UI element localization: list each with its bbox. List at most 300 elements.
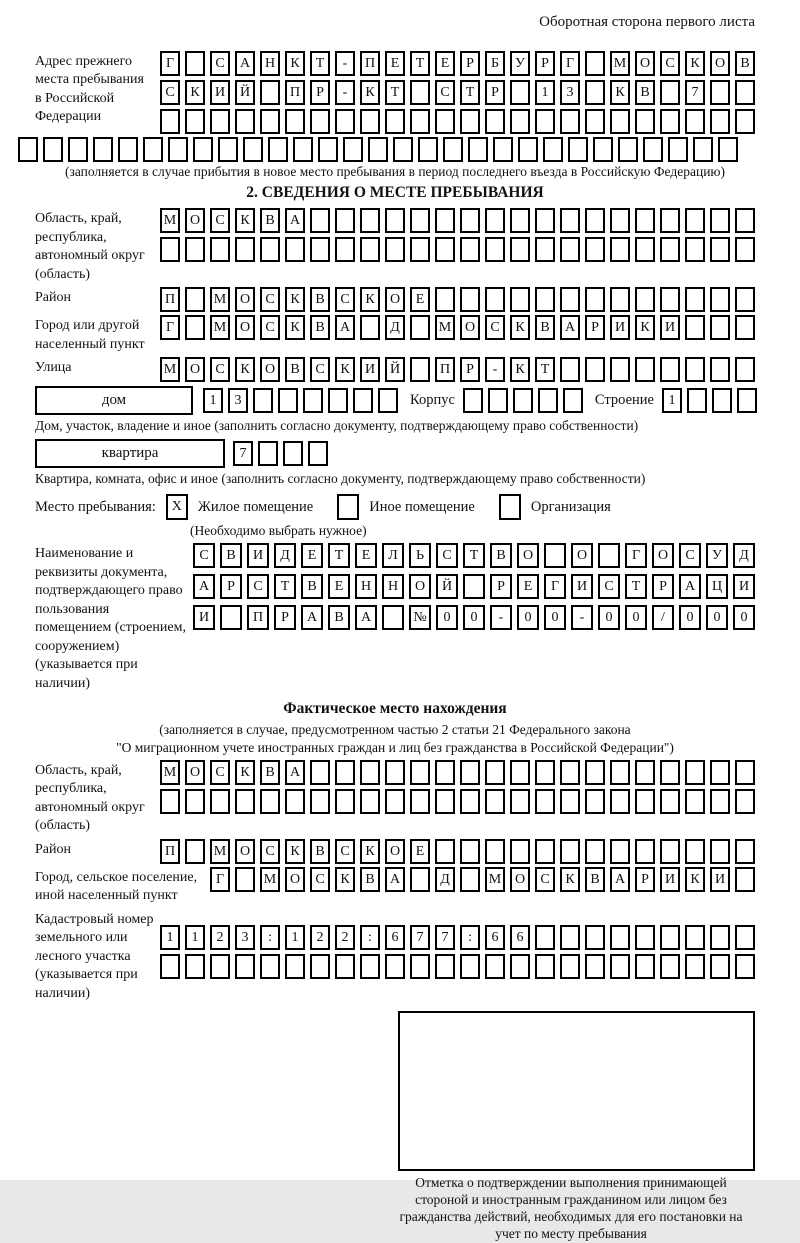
char-cell[interactable] bbox=[685, 789, 705, 814]
char-cell[interactable] bbox=[310, 789, 330, 814]
city-cells-row[interactable] bbox=[160, 315, 755, 340]
document-cells-row-1[interactable] bbox=[193, 543, 755, 568]
char-cell[interactable] bbox=[685, 925, 705, 950]
char-cell[interactable] bbox=[710, 80, 730, 105]
char-cell[interactable]: 3 bbox=[228, 388, 248, 413]
char-cell[interactable] bbox=[335, 789, 355, 814]
char-cell[interactable]: А bbox=[355, 605, 377, 630]
char-cell[interactable] bbox=[185, 315, 205, 340]
char-cell[interactable] bbox=[260, 237, 280, 262]
char-cell[interactable]: Д bbox=[733, 543, 755, 568]
actual-city-cells-row[interactable] bbox=[210, 867, 755, 892]
char-cell[interactable] bbox=[210, 789, 230, 814]
char-cell[interactable]: - bbox=[485, 357, 505, 382]
char-cell[interactable] bbox=[535, 208, 555, 233]
char-cell[interactable]: С bbox=[210, 760, 230, 785]
char-cell[interactable]: К bbox=[335, 867, 355, 892]
char-cell[interactable] bbox=[710, 315, 730, 340]
char-cell[interactable]: О bbox=[385, 287, 405, 312]
char-cell[interactable] bbox=[535, 954, 555, 979]
char-cell[interactable]: У bbox=[706, 543, 728, 568]
char-cell[interactable]: Р bbox=[460, 357, 480, 382]
char-cell[interactable] bbox=[260, 109, 280, 134]
char-cell[interactable]: К bbox=[360, 80, 380, 105]
char-cell[interactable]: И bbox=[360, 357, 380, 382]
char-cell[interactable]: 1 bbox=[160, 925, 180, 950]
char-cell[interactable] bbox=[610, 789, 630, 814]
char-cell[interactable]: С bbox=[436, 543, 458, 568]
char-cell[interactable]: И bbox=[733, 574, 755, 599]
char-cell[interactable] bbox=[303, 388, 323, 413]
char-cell[interactable]: О bbox=[409, 574, 431, 599]
char-cell[interactable] bbox=[410, 357, 430, 382]
char-cell[interactable] bbox=[510, 237, 530, 262]
char-cell[interactable]: 6 bbox=[485, 925, 505, 950]
char-cell[interactable]: П bbox=[360, 51, 380, 76]
char-cell[interactable]: 2 bbox=[335, 925, 355, 950]
char-cell[interactable] bbox=[510, 80, 530, 105]
char-cell[interactable] bbox=[185, 237, 205, 262]
char-cell[interactable] bbox=[385, 109, 405, 134]
char-cell[interactable] bbox=[710, 357, 730, 382]
char-cell[interactable] bbox=[685, 760, 705, 785]
char-cell[interactable]: Е bbox=[410, 287, 430, 312]
char-cell[interactable]: М bbox=[485, 867, 505, 892]
char-cell[interactable] bbox=[435, 208, 455, 233]
char-cell[interactable]: К bbox=[285, 287, 305, 312]
char-cell[interactable]: М bbox=[160, 208, 180, 233]
char-cell[interactable]: К bbox=[560, 867, 580, 892]
char-cell[interactable] bbox=[535, 237, 555, 262]
char-cell[interactable] bbox=[360, 208, 380, 233]
char-cell[interactable]: Т bbox=[410, 51, 430, 76]
char-cell[interactable] bbox=[585, 51, 605, 76]
char-cell[interactable]: Е bbox=[385, 51, 405, 76]
char-cell[interactable]: 7 bbox=[233, 441, 253, 466]
char-cell[interactable] bbox=[635, 237, 655, 262]
document-cells-row-3[interactable] bbox=[193, 605, 755, 630]
char-cell[interactable]: В bbox=[328, 605, 350, 630]
char-cell[interactable] bbox=[193, 137, 213, 162]
char-cell[interactable] bbox=[610, 954, 630, 979]
char-cell[interactable]: В bbox=[635, 80, 655, 105]
char-cell[interactable] bbox=[735, 287, 755, 312]
char-cell[interactable] bbox=[560, 760, 580, 785]
char-cell[interactable] bbox=[410, 867, 430, 892]
char-cell[interactable] bbox=[610, 925, 630, 950]
char-cell[interactable] bbox=[382, 605, 404, 630]
char-cell[interactable]: В bbox=[260, 760, 280, 785]
char-cell[interactable] bbox=[235, 109, 255, 134]
char-cell[interactable] bbox=[260, 789, 280, 814]
char-cell[interactable] bbox=[360, 237, 380, 262]
char-cell[interactable] bbox=[710, 208, 730, 233]
char-cell[interactable] bbox=[43, 137, 63, 162]
char-cell[interactable]: Ь bbox=[409, 543, 431, 568]
char-cell[interactable] bbox=[560, 839, 580, 864]
char-cell[interactable] bbox=[660, 237, 680, 262]
char-cell[interactable]: 0 bbox=[463, 605, 485, 630]
char-cell[interactable]: К bbox=[635, 315, 655, 340]
char-cell[interactable]: 3 bbox=[235, 925, 255, 950]
char-cell[interactable] bbox=[735, 315, 755, 340]
char-cell[interactable]: 7 bbox=[410, 925, 430, 950]
char-cell[interactable] bbox=[635, 839, 655, 864]
char-cell[interactable] bbox=[660, 760, 680, 785]
char-cell[interactable] bbox=[560, 954, 580, 979]
char-cell[interactable]: К bbox=[285, 315, 305, 340]
char-cell[interactable] bbox=[485, 954, 505, 979]
char-cell[interactable] bbox=[283, 441, 303, 466]
char-cell[interactable]: Р bbox=[485, 80, 505, 105]
char-cell[interactable]: 1 bbox=[203, 388, 223, 413]
char-cell[interactable] bbox=[310, 760, 330, 785]
checkbox-residential[interactable]: X bbox=[166, 494, 188, 520]
house-cells[interactable] bbox=[203, 388, 398, 413]
char-cell[interactable] bbox=[710, 954, 730, 979]
char-cell[interactable]: 2 bbox=[210, 925, 230, 950]
char-cell[interactable] bbox=[460, 789, 480, 814]
char-cell[interactable] bbox=[735, 357, 755, 382]
char-cell[interactable] bbox=[260, 954, 280, 979]
char-cell[interactable] bbox=[635, 109, 655, 134]
korpus-cells[interactable] bbox=[463, 388, 583, 413]
char-cell[interactable] bbox=[218, 137, 238, 162]
char-cell[interactable] bbox=[278, 388, 298, 413]
char-cell[interactable] bbox=[538, 388, 558, 413]
char-cell[interactable]: О bbox=[460, 315, 480, 340]
char-cell[interactable]: О bbox=[652, 543, 674, 568]
char-cell[interactable] bbox=[185, 109, 205, 134]
char-cell[interactable]: О bbox=[710, 51, 730, 76]
char-cell[interactable]: И bbox=[193, 605, 215, 630]
char-cell[interactable] bbox=[660, 287, 680, 312]
char-cell[interactable]: Й bbox=[235, 80, 255, 105]
char-cell[interactable]: 1 bbox=[535, 80, 555, 105]
char-cell[interactable] bbox=[243, 137, 263, 162]
char-cell[interactable] bbox=[685, 954, 705, 979]
char-cell[interactable] bbox=[360, 109, 380, 134]
char-cell[interactable]: И bbox=[210, 80, 230, 105]
char-cell[interactable]: : bbox=[460, 925, 480, 950]
char-cell[interactable]: С bbox=[210, 357, 230, 382]
char-cell[interactable] bbox=[160, 109, 180, 134]
char-cell[interactable]: А bbox=[193, 574, 215, 599]
char-cell[interactable] bbox=[268, 137, 288, 162]
char-cell[interactable] bbox=[560, 357, 580, 382]
char-cell[interactable]: В bbox=[490, 543, 512, 568]
char-cell[interactable] bbox=[260, 80, 280, 105]
char-cell[interactable]: 3 bbox=[560, 80, 580, 105]
char-cell[interactable]: Р bbox=[490, 574, 512, 599]
char-cell[interactable]: Д bbox=[385, 315, 405, 340]
char-cell[interactable] bbox=[485, 789, 505, 814]
char-cell[interactable] bbox=[610, 109, 630, 134]
char-cell[interactable] bbox=[535, 839, 555, 864]
char-cell[interactable] bbox=[718, 137, 738, 162]
char-cell[interactable]: К bbox=[510, 315, 530, 340]
char-cell[interactable] bbox=[668, 137, 688, 162]
char-cell[interactable] bbox=[410, 760, 430, 785]
char-cell[interactable]: С bbox=[260, 315, 280, 340]
char-cell[interactable]: С bbox=[660, 51, 680, 76]
char-cell[interactable]: О bbox=[235, 315, 255, 340]
char-cell[interactable]: Й bbox=[385, 357, 405, 382]
char-cell[interactable] bbox=[585, 357, 605, 382]
char-cell[interactable]: 1 bbox=[285, 925, 305, 950]
char-cell[interactable] bbox=[310, 954, 330, 979]
char-cell[interactable]: А bbox=[679, 574, 701, 599]
char-cell[interactable]: Р bbox=[535, 51, 555, 76]
char-cell[interactable] bbox=[610, 287, 630, 312]
stroenie-cells[interactable] bbox=[662, 388, 757, 413]
char-cell[interactable]: А bbox=[610, 867, 630, 892]
char-cell[interactable] bbox=[735, 789, 755, 814]
char-cell[interactable] bbox=[510, 287, 530, 312]
char-cell[interactable] bbox=[510, 208, 530, 233]
char-cell[interactable] bbox=[685, 208, 705, 233]
char-cell[interactable] bbox=[635, 954, 655, 979]
char-cell[interactable]: С bbox=[247, 574, 269, 599]
char-cell[interactable]: В bbox=[220, 543, 242, 568]
char-cell[interactable]: Г bbox=[210, 867, 230, 892]
char-cell[interactable] bbox=[510, 789, 530, 814]
char-cell[interactable]: Д bbox=[274, 543, 296, 568]
char-cell[interactable] bbox=[460, 208, 480, 233]
char-cell[interactable]: Т bbox=[463, 543, 485, 568]
char-cell[interactable]: И bbox=[660, 315, 680, 340]
char-cell[interactable] bbox=[485, 237, 505, 262]
prev-address-cells-row-3[interactable] bbox=[160, 109, 755, 134]
char-cell[interactable]: 2 bbox=[310, 925, 330, 950]
char-cell[interactable] bbox=[418, 137, 438, 162]
char-cell[interactable]: Р bbox=[460, 51, 480, 76]
char-cell[interactable] bbox=[735, 109, 755, 134]
char-cell[interactable]: Р bbox=[310, 80, 330, 105]
char-cell[interactable] bbox=[544, 543, 566, 568]
char-cell[interactable]: О bbox=[635, 51, 655, 76]
char-cell[interactable] bbox=[598, 543, 620, 568]
char-cell[interactable] bbox=[643, 137, 663, 162]
char-cell[interactable]: О bbox=[235, 287, 255, 312]
char-cell[interactable]: Т bbox=[328, 543, 350, 568]
char-cell[interactable]: К bbox=[235, 208, 255, 233]
char-cell[interactable]: С bbox=[335, 287, 355, 312]
char-cell[interactable]: Р bbox=[652, 574, 674, 599]
char-cell[interactable]: М bbox=[210, 839, 230, 864]
char-cell[interactable]: О bbox=[260, 357, 280, 382]
char-cell[interactable] bbox=[710, 925, 730, 950]
char-cell[interactable]: С bbox=[335, 839, 355, 864]
char-cell[interactable] bbox=[510, 760, 530, 785]
char-cell[interactable]: С bbox=[210, 208, 230, 233]
char-cell[interactable] bbox=[735, 925, 755, 950]
char-cell[interactable]: К bbox=[685, 51, 705, 76]
char-cell[interactable]: / bbox=[652, 605, 674, 630]
char-cell[interactable]: Р bbox=[585, 315, 605, 340]
char-cell[interactable]: Е bbox=[410, 839, 430, 864]
char-cell[interactable]: М bbox=[435, 315, 455, 340]
char-cell[interactable] bbox=[485, 760, 505, 785]
char-cell[interactable] bbox=[488, 388, 508, 413]
char-cell[interactable]: С bbox=[435, 80, 455, 105]
char-cell[interactable] bbox=[385, 760, 405, 785]
region-cells-row-2[interactable] bbox=[160, 237, 755, 262]
char-cell[interactable] bbox=[460, 867, 480, 892]
char-cell[interactable] bbox=[735, 237, 755, 262]
char-cell[interactable]: О bbox=[571, 543, 593, 568]
char-cell[interactable] bbox=[435, 839, 455, 864]
char-cell[interactable]: М bbox=[610, 51, 630, 76]
actual-region-cells-row-2[interactable] bbox=[160, 789, 755, 814]
char-cell[interactable] bbox=[485, 287, 505, 312]
char-cell[interactable] bbox=[258, 441, 278, 466]
char-cell[interactable] bbox=[353, 388, 373, 413]
char-cell[interactable] bbox=[610, 237, 630, 262]
char-cell[interactable] bbox=[560, 287, 580, 312]
char-cell[interactable]: : bbox=[360, 925, 380, 950]
char-cell[interactable]: А bbox=[560, 315, 580, 340]
char-cell[interactable]: 0 bbox=[544, 605, 566, 630]
prev-address-cells-row-2[interactable] bbox=[160, 80, 755, 105]
char-cell[interactable]: С bbox=[193, 543, 215, 568]
char-cell[interactable]: А bbox=[235, 51, 255, 76]
char-cell[interactable]: Е bbox=[328, 574, 350, 599]
char-cell[interactable]: 0 bbox=[517, 605, 539, 630]
district-cells-row[interactable] bbox=[160, 287, 755, 312]
char-cell[interactable] bbox=[610, 760, 630, 785]
char-cell[interactable] bbox=[360, 315, 380, 340]
char-cell[interactable] bbox=[463, 574, 485, 599]
char-cell[interactable]: У bbox=[510, 51, 530, 76]
char-cell[interactable] bbox=[210, 237, 230, 262]
char-cell[interactable]: 6 bbox=[510, 925, 530, 950]
char-cell[interactable]: Г bbox=[544, 574, 566, 599]
char-cell[interactable]: Г bbox=[625, 543, 647, 568]
char-cell[interactable] bbox=[585, 925, 605, 950]
char-cell[interactable] bbox=[385, 954, 405, 979]
char-cell[interactable]: В bbox=[285, 357, 305, 382]
char-cell[interactable] bbox=[635, 925, 655, 950]
char-cell[interactable] bbox=[635, 287, 655, 312]
checkbox-organization[interactable] bbox=[499, 494, 521, 520]
char-cell[interactable] bbox=[563, 388, 583, 413]
char-cell[interactable] bbox=[93, 137, 113, 162]
apartment-cells[interactable] bbox=[233, 441, 328, 466]
street-cells-row[interactable] bbox=[160, 357, 755, 382]
char-cell[interactable] bbox=[610, 208, 630, 233]
char-cell[interactable]: О bbox=[285, 867, 305, 892]
char-cell[interactable] bbox=[485, 839, 505, 864]
char-cell[interactable] bbox=[710, 287, 730, 312]
char-cell[interactable]: - bbox=[490, 605, 512, 630]
char-cell[interactable]: М bbox=[160, 357, 180, 382]
char-cell[interactable] bbox=[335, 208, 355, 233]
char-cell[interactable] bbox=[685, 237, 705, 262]
char-cell[interactable]: Г bbox=[560, 51, 580, 76]
char-cell[interactable]: В bbox=[310, 315, 330, 340]
char-cell[interactable]: С bbox=[598, 574, 620, 599]
char-cell[interactable] bbox=[687, 388, 707, 413]
char-cell[interactable] bbox=[685, 839, 705, 864]
char-cell[interactable]: П bbox=[160, 839, 180, 864]
char-cell[interactable] bbox=[635, 760, 655, 785]
char-cell[interactable] bbox=[360, 954, 380, 979]
char-cell[interactable] bbox=[735, 208, 755, 233]
char-cell[interactable] bbox=[160, 237, 180, 262]
char-cell[interactable] bbox=[343, 137, 363, 162]
char-cell[interactable]: П bbox=[285, 80, 305, 105]
char-cell[interactable] bbox=[735, 80, 755, 105]
char-cell[interactable]: Т bbox=[310, 51, 330, 76]
char-cell[interactable]: О bbox=[185, 357, 205, 382]
char-cell[interactable] bbox=[585, 208, 605, 233]
char-cell[interactable] bbox=[318, 137, 338, 162]
char-cell[interactable] bbox=[585, 760, 605, 785]
char-cell[interactable] bbox=[460, 839, 480, 864]
char-cell[interactable]: - bbox=[335, 80, 355, 105]
char-cell[interactable] bbox=[310, 109, 330, 134]
char-cell[interactable] bbox=[210, 954, 230, 979]
char-cell[interactable]: С bbox=[210, 51, 230, 76]
char-cell[interactable] bbox=[360, 760, 380, 785]
char-cell[interactable] bbox=[710, 760, 730, 785]
char-cell[interactable] bbox=[485, 208, 505, 233]
char-cell[interactable]: А bbox=[385, 867, 405, 892]
char-cell[interactable]: Д bbox=[435, 867, 455, 892]
char-cell[interactable] bbox=[543, 137, 563, 162]
char-cell[interactable] bbox=[185, 287, 205, 312]
char-cell[interactable]: К bbox=[285, 51, 305, 76]
char-cell[interactable]: К bbox=[335, 357, 355, 382]
char-cell[interactable]: П bbox=[247, 605, 269, 630]
char-cell[interactable] bbox=[510, 954, 530, 979]
char-cell[interactable] bbox=[560, 109, 580, 134]
char-cell[interactable]: Б bbox=[485, 51, 505, 76]
char-cell[interactable]: К bbox=[360, 839, 380, 864]
char-cell[interactable]: А bbox=[301, 605, 323, 630]
char-cell[interactable] bbox=[185, 51, 205, 76]
char-cell[interactable] bbox=[285, 789, 305, 814]
prev-address-cells-row-1[interactable] bbox=[160, 51, 755, 76]
char-cell[interactable]: Е bbox=[435, 51, 455, 76]
char-cell[interactable]: И bbox=[247, 543, 269, 568]
char-cell[interactable]: Р bbox=[220, 574, 242, 599]
char-cell[interactable]: К bbox=[610, 80, 630, 105]
char-cell[interactable]: 0 bbox=[706, 605, 728, 630]
char-cell[interactable] bbox=[118, 137, 138, 162]
char-cell[interactable]: К bbox=[235, 760, 255, 785]
char-cell[interactable] bbox=[160, 954, 180, 979]
char-cell[interactable]: О bbox=[185, 760, 205, 785]
char-cell[interactable]: С bbox=[535, 867, 555, 892]
char-cell[interactable] bbox=[660, 789, 680, 814]
char-cell[interactable] bbox=[468, 137, 488, 162]
char-cell[interactable]: С bbox=[310, 357, 330, 382]
char-cell[interactable]: 0 bbox=[436, 605, 458, 630]
char-cell[interactable]: А bbox=[335, 315, 355, 340]
char-cell[interactable] bbox=[310, 237, 330, 262]
char-cell[interactable]: С bbox=[260, 287, 280, 312]
char-cell[interactable] bbox=[610, 839, 630, 864]
char-cell[interactable] bbox=[143, 137, 163, 162]
char-cell[interactable] bbox=[485, 109, 505, 134]
char-cell[interactable] bbox=[235, 789, 255, 814]
char-cell[interactable] bbox=[585, 80, 605, 105]
char-cell[interactable] bbox=[710, 839, 730, 864]
char-cell[interactable] bbox=[410, 237, 430, 262]
char-cell[interactable]: Р bbox=[274, 605, 296, 630]
